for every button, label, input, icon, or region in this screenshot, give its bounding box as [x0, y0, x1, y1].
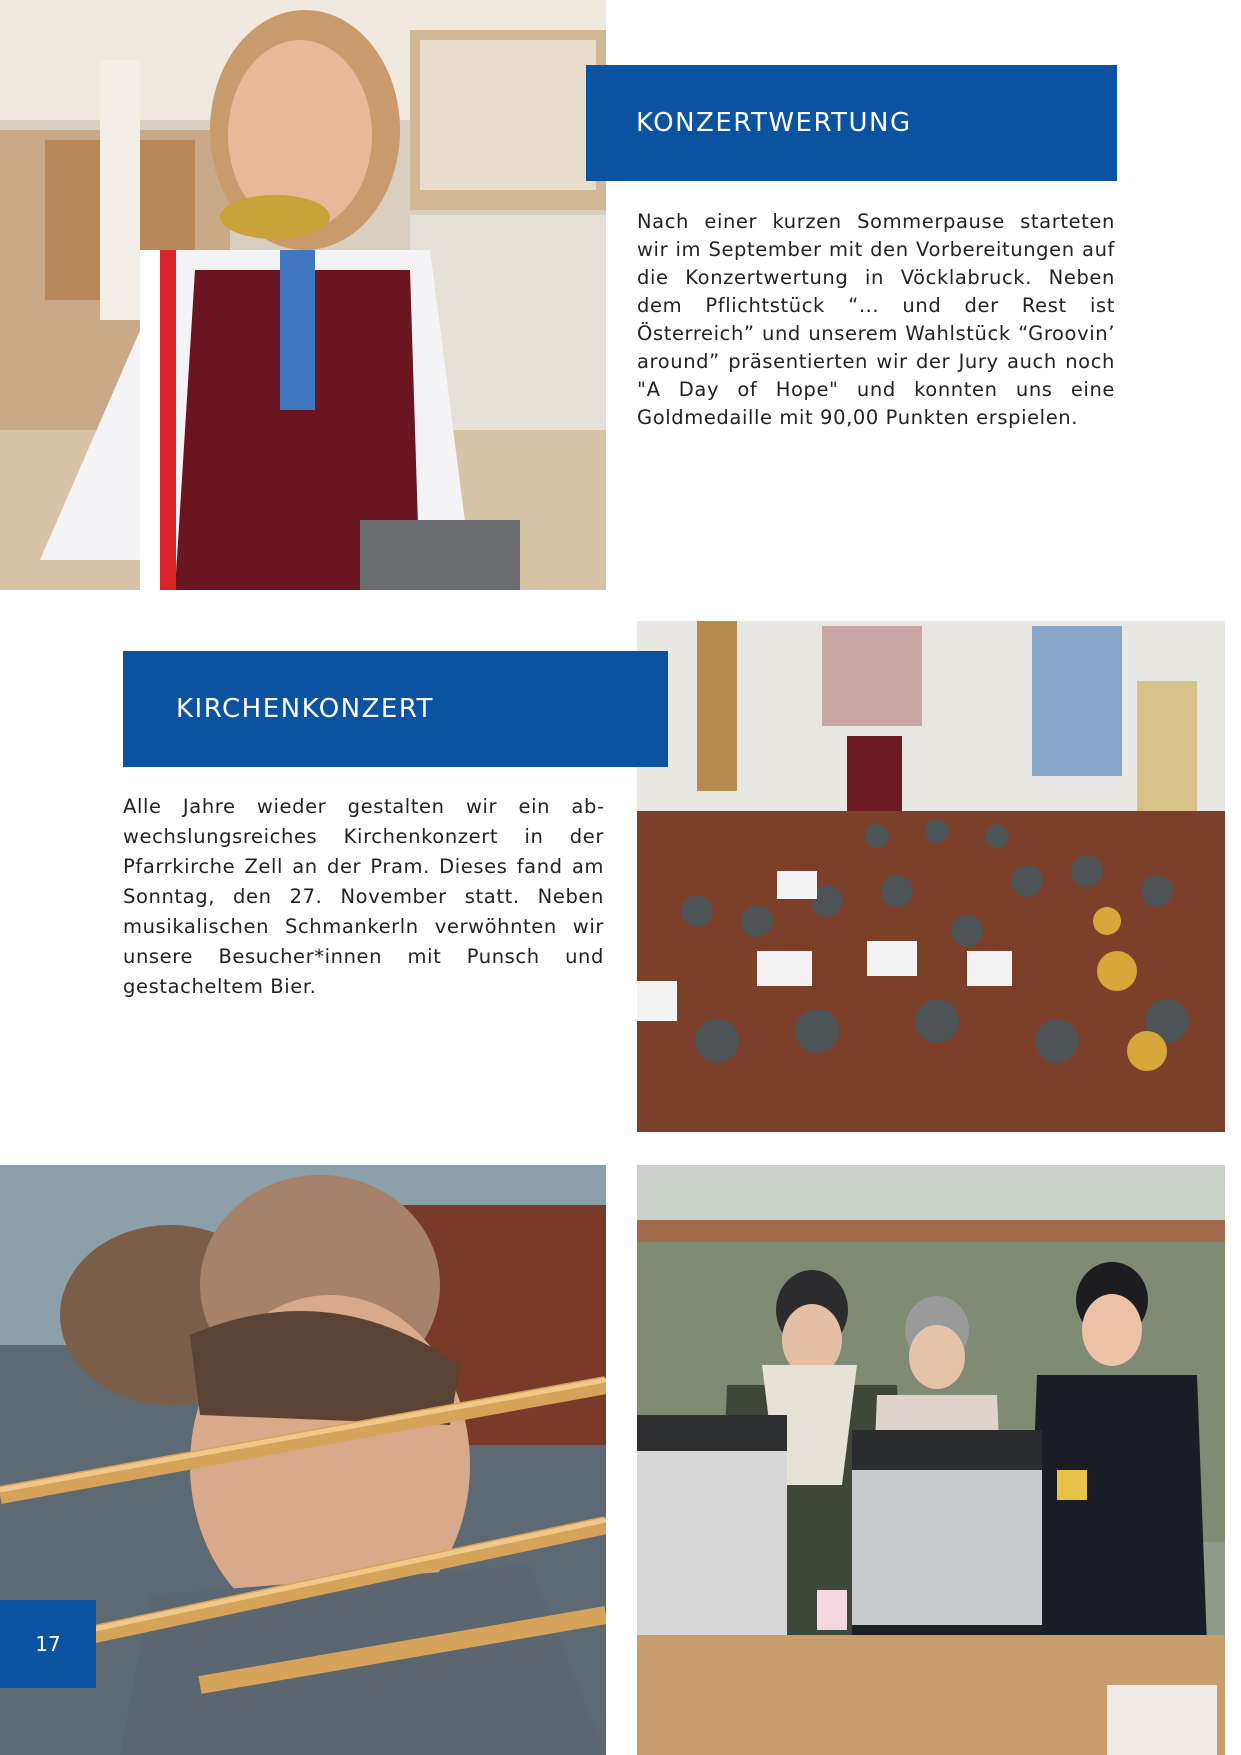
kirchenkonzert-text: Alle Jahre wieder gestalten wir ein abwechslungsreiches Kirchenkonzert in der Pfarrkirche Zell an der Pram. Dieses fand am Sonntag, den 27. November statt. Neben musikalischen Schmankerln verwöhnten wir unsere Besucher*innen mit Punsch und gestacheltem Bier.	[123, 795, 604, 998]
page-number: 17	[35, 1632, 61, 1656]
kirchenkonzert-title: KIRCHENKONZERT	[176, 694, 434, 724]
photo-medal-winner	[0, 0, 606, 590]
photo-punch-stand	[637, 1165, 1225, 1755]
kirchenkonzert-heading	[123, 651, 668, 767]
photo-church-concert	[637, 621, 1225, 1132]
konzertwertung-title: KONZERTWERTUNG	[636, 108, 912, 138]
konzertwertung-text: Nach einer kurzen Sommerpause starteten wir im September mit den Vorbereitungen auf die Konzertwertung in Vöcklabruck. Neben dem Pflichtstück “... und der Rest ist Österreich” und unserem Wahlstück “Groovin’ around” präsentierten wir der Jury auch noch "A Day of Hope" und konnten uns eine Goldmedaille mit 90,00 Punkten erspielen.	[637, 210, 1115, 429]
page-number-box	[0, 1600, 96, 1688]
konzertwertung-heading	[586, 65, 1117, 181]
